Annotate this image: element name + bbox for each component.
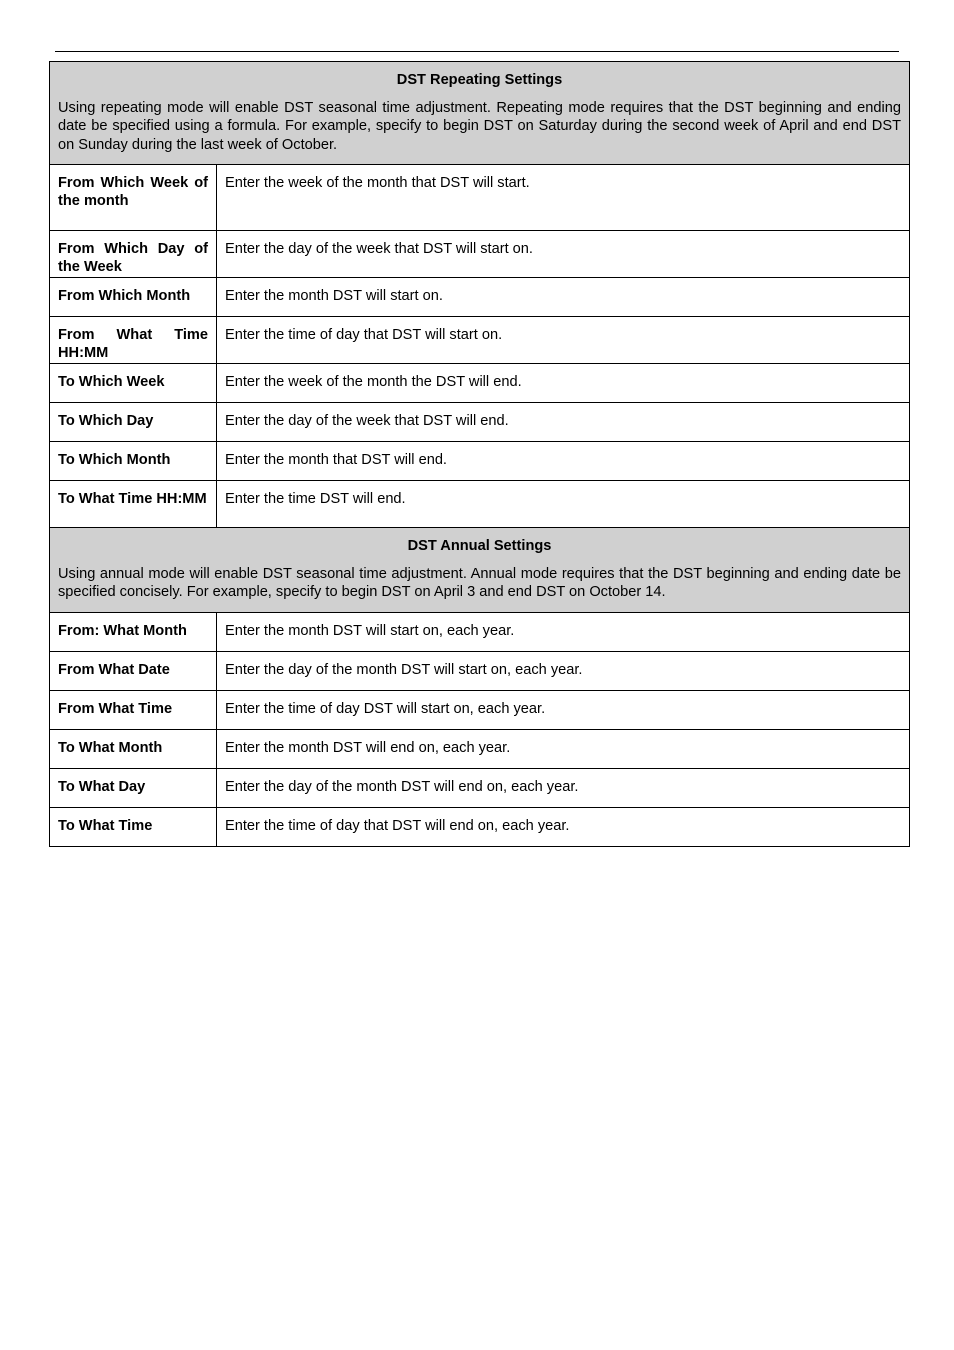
table-row: [50, 690, 910, 729]
section-title: DST Repeating Settings: [396, 72, 563, 88]
field-description: Enter the time DST will end.: [217, 481, 910, 528]
table-row: [50, 768, 910, 807]
table-row: [50, 442, 910, 481]
table-row: [50, 165, 910, 231]
field-description: Enter the day of the month DST will end on, each year.: [217, 768, 910, 807]
table-row: [50, 403, 910, 442]
table-row: [50, 364, 910, 403]
field-label: From Which Week of the month: [50, 165, 217, 231]
field-label: From: What Month: [50, 612, 217, 651]
field-label: From Which Month: [50, 278, 217, 317]
table-row: [50, 612, 910, 651]
field-label: From What Time HH:MM: [50, 317, 217, 364]
field-description: Enter the time of day that DST will end on, each year.: [217, 807, 910, 846]
field-description: Enter the day of the week that DST will end.: [217, 403, 910, 442]
section-header-repeating: [50, 62, 910, 165]
field-description: Enter the day of the month DST will start on, each year.: [217, 651, 910, 690]
section-title: DST Annual Settings: [407, 538, 552, 554]
field-description: Enter the time of day DST will start on, each year.: [217, 690, 910, 729]
header-rule: [55, 51, 899, 52]
table-row: [50, 729, 910, 768]
table-row: [50, 651, 910, 690]
field-label: To Which Day: [50, 403, 217, 442]
dst-settings-table: [49, 61, 910, 847]
field-label: From Which Day of the Week: [50, 231, 217, 278]
field-label: To Which Week: [50, 364, 217, 403]
field-label: To What Time HH:MM: [50, 481, 217, 528]
section-description: Using annual mode will enable DST seasonal time adjustment. Annual mode requires that the DST beginning and ending date be specified concisely. For example, specify to begin DST on April 3 and end DST on October 14.: [58, 565, 901, 600]
field-description: Enter the day of the week that DST will start on.: [217, 231, 910, 278]
table-row: [50, 278, 910, 317]
table-row: [50, 807, 910, 846]
section-header-annual: [50, 528, 910, 613]
field-label: From What Date: [50, 651, 217, 690]
section-description: Using repeating mode will enable DST seasonal time adjustment. Repeating mode requires that the DST beginning and ending date be specified using a formula. For example, specify to begin DST on Saturday during the second week of April and end DST on Sunday during the last week of October.: [58, 99, 901, 153]
field-label: From What Time: [50, 690, 217, 729]
field-description: Enter the time of day that DST will start on.: [217, 317, 910, 364]
field-label: To What Month: [50, 729, 217, 768]
table-row: [50, 481, 910, 528]
field-description: Enter the week of the month the DST will end.: [217, 364, 910, 403]
field-description: Enter the month that DST will end.: [217, 442, 910, 481]
field-description: Enter the month DST will start on, each year.: [217, 612, 910, 651]
field-description: Enter the week of the month that DST will start.: [217, 165, 910, 231]
table-row: [50, 317, 910, 364]
table-row: [50, 231, 910, 278]
field-label: To Which Month: [50, 442, 217, 481]
field-label: To What Time: [50, 807, 217, 846]
field-label: To What Day: [50, 768, 217, 807]
field-description: Enter the month DST will end on, each year.: [217, 729, 910, 768]
field-description: Enter the month DST will start on.: [217, 278, 910, 317]
